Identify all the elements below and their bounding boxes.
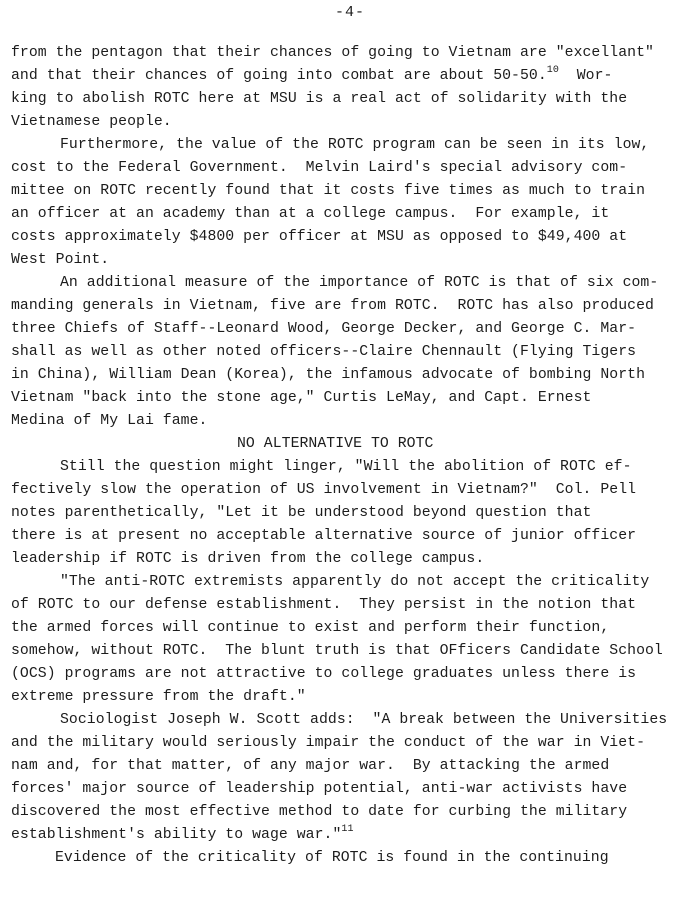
line-text: the armed forces will continue to exist and perform their function, [11, 620, 610, 636]
line-text: West Point. [11, 252, 110, 268]
text-line [11, 343, 636, 361]
text-line [11, 228, 627, 246]
line-text: mittee on ROTC recently found that it costs five times as much to train [11, 183, 645, 199]
line-text: Sociologist Joseph W. Scott adds: "A break between the Universities [60, 712, 668, 728]
text-line [11, 803, 627, 821]
text-line [11, 90, 627, 108]
line-text: and the military would seriously impair the conduct of the war in Viet- [11, 735, 645, 751]
text-line [11, 320, 636, 338]
line-text: Medina of My Lai fame. [11, 413, 208, 429]
line-text: Vietnam "back into the stone age," Curtis LeMay, and Capt. Ernest [11, 390, 592, 406]
text-line [11, 619, 609, 637]
text-line [11, 205, 609, 223]
text-line [11, 297, 654, 315]
line-text: there is at present no acceptable alternative source of junior officer [11, 528, 637, 544]
text-line [11, 757, 609, 775]
line-text: in China), William Dean (Korea), the infamous advocate of bombing North [11, 367, 645, 383]
text-line [11, 44, 654, 62]
text-line [11, 366, 645, 384]
line-text: an officer at an academy than at a college campus. For example, it [11, 206, 610, 222]
text-line [11, 159, 627, 177]
line-text: nam and, for that matter, of any major war. By attacking the armed [11, 758, 610, 774]
page-number: -4- [334, 4, 365, 21]
section-heading [237, 435, 433, 453]
footnote-marker: 11 [341, 824, 354, 835]
line-text: manding generals in Vietnam, five are from ROTC. ROTC has also produced [11, 298, 654, 314]
line-text: somehow, without ROTC. The blunt truth is that OFficers Candidate School [11, 643, 663, 659]
text-line [11, 665, 636, 683]
line-text: and that their chances of going into combat are about 50-50. [11, 68, 547, 84]
text-line [60, 458, 632, 476]
text-line [55, 849, 609, 867]
text-line [11, 412, 207, 430]
line-text: costs approximately $4800 per officer at MSU as opposed to $49,400 at [11, 229, 628, 245]
text-line [60, 274, 658, 292]
text-line [11, 642, 663, 660]
text-line [11, 826, 354, 844]
line-text: three Chiefs of Staff--Leonard Wood, George Decker, and George C. Mar- [11, 321, 637, 337]
line-text: Furthermore, the value of the ROTC program can be seen in its low, [60, 137, 650, 153]
line-text: (OCS) programs are not attractive to college graduates unless there is [11, 666, 637, 682]
line-text: leadership if ROTC is driven from the college campus. [11, 551, 485, 567]
line-text: fectively slow the operation of US involvement in Vietnam?" Col. Pell [11, 482, 637, 498]
text-line [11, 596, 636, 614]
text-line [11, 182, 645, 200]
line-tail: Wor- [558, 68, 613, 84]
line-text: An additional measure of the importance of ROTC is that of six com- [60, 275, 659, 291]
text-line [60, 136, 649, 154]
text-line [11, 251, 109, 269]
line-text: from the pentagon that their chances of going to Vietnam are "excellant" [11, 45, 654, 61]
line-text: of ROTC to our defense establishment. They persist in the notion that [11, 597, 637, 613]
text-line [11, 780, 627, 798]
footnote-marker: 10 [546, 65, 559, 76]
text-line [60, 573, 649, 591]
line-text: Evidence of the criticality of ROTC is found in the continuing [55, 850, 609, 866]
line-text: "The anti-ROTC extremists apparently do not accept the criticality [60, 574, 650, 590]
line-text: Vietnamese people. [11, 114, 172, 130]
text-line [11, 504, 591, 522]
text-line [11, 389, 591, 407]
text-line [11, 527, 636, 545]
text-line [11, 688, 306, 706]
line-text: extreme pressure from the draft." [11, 689, 306, 705]
text-line [11, 113, 172, 131]
line-text: forces' major source of leadership potential, anti-war activists have [11, 781, 628, 797]
line-text: Still the question might linger, "Will the abolition of ROTC ef- [60, 459, 632, 475]
text-line [11, 67, 612, 85]
line-text: discovered the most effective method to date for curbing the military [11, 804, 628, 820]
text-line [11, 734, 645, 752]
text-line [11, 550, 484, 568]
line-text: king to abolish ROTC here at MSU is a real act of solidarity with the [11, 91, 628, 107]
line-text: shall as well as other noted officers--Claire Chennault (Flying Tigers [11, 344, 637, 360]
line-text: cost to the Federal Government. Melvin Laird's special advisory com- [11, 160, 628, 176]
line-text: NO ALTERNATIVE TO ROTC [237, 436, 434, 452]
line-text: establishment's ability to wage war." [11, 827, 342, 843]
text-line [11, 481, 636, 499]
text-line [60, 711, 667, 729]
line-text: notes parenthetically, "Let it be understood beyond question that [11, 505, 592, 521]
